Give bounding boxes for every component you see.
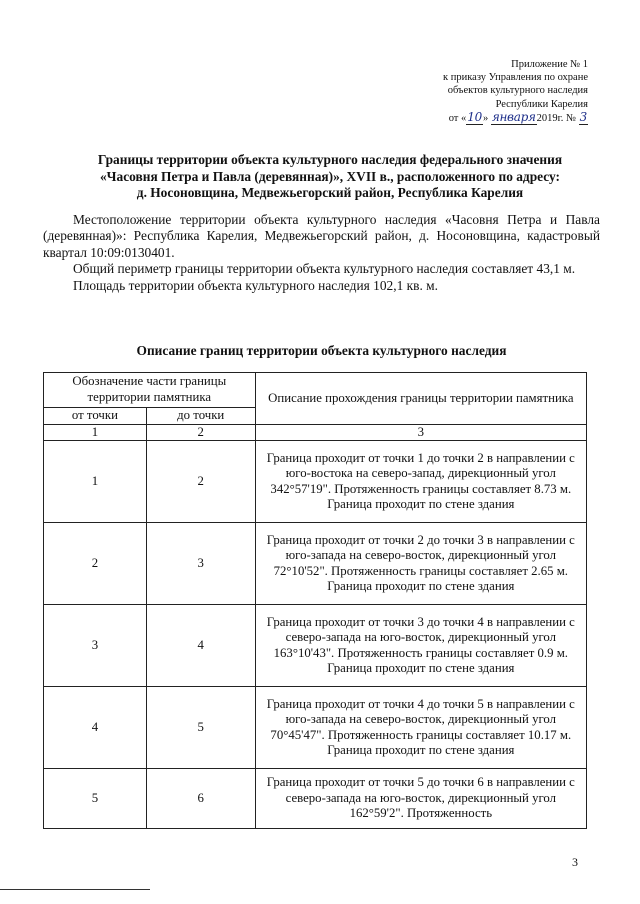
column-number: 3 bbox=[255, 424, 586, 441]
area-paragraph: Площадь территории объекта культурного наследия 102,1 кв. м. bbox=[73, 277, 438, 293]
table-caption: Описание границ территории объекта культурного наследия bbox=[136, 343, 507, 358]
footer-divider bbox=[0, 889, 150, 890]
appendix-line: к приказу Управления по охране bbox=[443, 72, 588, 84]
table-row bbox=[44, 769, 587, 829]
appendix-line: Приложение № 1 bbox=[511, 59, 588, 70]
cell-description: Граница проходит от точки 5 до точки 6 в направлении с северо-запада на юго-восток, дирекционный угол 162°59'2". Протяженность bbox=[255, 769, 586, 829]
cell-description: Граница проходит от точки 4 до точки 5 в направлении с юго-запада на северо-восток, дирекционный угол 70°45'47". Протяженность границы составляет 10.17 м. Граница проходит по стене здания bbox=[255, 687, 586, 769]
title-line: д. Носоновщина, Медвежьегорский район, Республика Карелия bbox=[136, 185, 524, 200]
boundary-table bbox=[43, 372, 587, 829]
date-year: 2019г. № bbox=[536, 112, 577, 124]
header-to-point: до точки bbox=[146, 408, 255, 425]
cell-description: Граница проходит от точки 3 до точки 4 в направлении с северо-запада на юго-восток, дирекционный угол 163°10'43". Протяженность границы составляет 0.9 м. Граница проходит по стене здания bbox=[255, 605, 586, 687]
table-row bbox=[44, 441, 587, 523]
cell-description: Граница проходит от точки 2 до точки 3 в направлении с юго-запада на северо-восток, дирекционный угол 72°10'52". Протяженность границы составляет 2.65 м. Граница проходит по стене здания bbox=[255, 523, 586, 605]
document-title bbox=[60, 152, 600, 202]
date-prefix: от « bbox=[448, 112, 467, 124]
document-body bbox=[43, 212, 600, 294]
perimeter-paragraph: Общий периметр границы территории объекта культурного наследия составляет 43,1 м. bbox=[73, 261, 576, 277]
table-row bbox=[44, 523, 587, 605]
title-line: «Часовня Петра и Павла (деревянная)», XVII в., расположенного по адресу: bbox=[99, 168, 561, 184]
header-description: Описание прохождения границы территории памятника bbox=[255, 373, 586, 425]
date-day-handwritten: 10 bbox=[467, 109, 482, 124]
header-from-point: от точки bbox=[44, 408, 147, 425]
appendix-block bbox=[328, 58, 588, 125]
column-number: 1 bbox=[44, 424, 147, 441]
cell-from: 4 bbox=[44, 687, 147, 769]
cell-from: 5 bbox=[44, 769, 147, 829]
cell-to: 6 bbox=[146, 769, 255, 829]
cell-from: 3 bbox=[44, 605, 147, 687]
appendix-date-line bbox=[328, 111, 588, 125]
appendix-line: Республики Карелия bbox=[495, 98, 588, 110]
cell-to: 4 bbox=[146, 605, 255, 687]
cell-to: 2 bbox=[146, 441, 255, 523]
location-paragraph: Местоположение территории объекта культурного наследия «Часовня Петра и Павла (деревянная)»: Республика Карелия, Медвежьегорский район, д. Носоновщина, кадастровый квартал 10:09:0130401. bbox=[43, 212, 600, 260]
page-number: 3 bbox=[572, 855, 578, 869]
cell-from: 2 bbox=[44, 523, 147, 605]
date-month-handwritten: января bbox=[491, 109, 536, 124]
cell-from: 1 bbox=[44, 441, 147, 523]
cell-description: Граница проходит от точки 1 до точки 2 в направлении с юго-востока на северо-запад, дирекционный угол 342°57'19". Протяженность границы составляет 8.73 м. Граница проходит по стене здания bbox=[255, 441, 586, 523]
table-row bbox=[44, 605, 587, 687]
date-mid: » bbox=[482, 112, 491, 124]
cell-to: 3 bbox=[146, 523, 255, 605]
header-boundary-part: Обозначение части границы территории памятника bbox=[44, 373, 256, 408]
cell-to: 5 bbox=[146, 687, 255, 769]
table-row bbox=[44, 687, 587, 769]
column-number: 2 bbox=[146, 424, 255, 441]
title-line: Границы территории объекта культурного наследия федерального значения bbox=[97, 152, 563, 167]
document-number-handwritten: 3 bbox=[579, 109, 587, 124]
appendix-line: объектов культурного наследия bbox=[447, 85, 588, 97]
